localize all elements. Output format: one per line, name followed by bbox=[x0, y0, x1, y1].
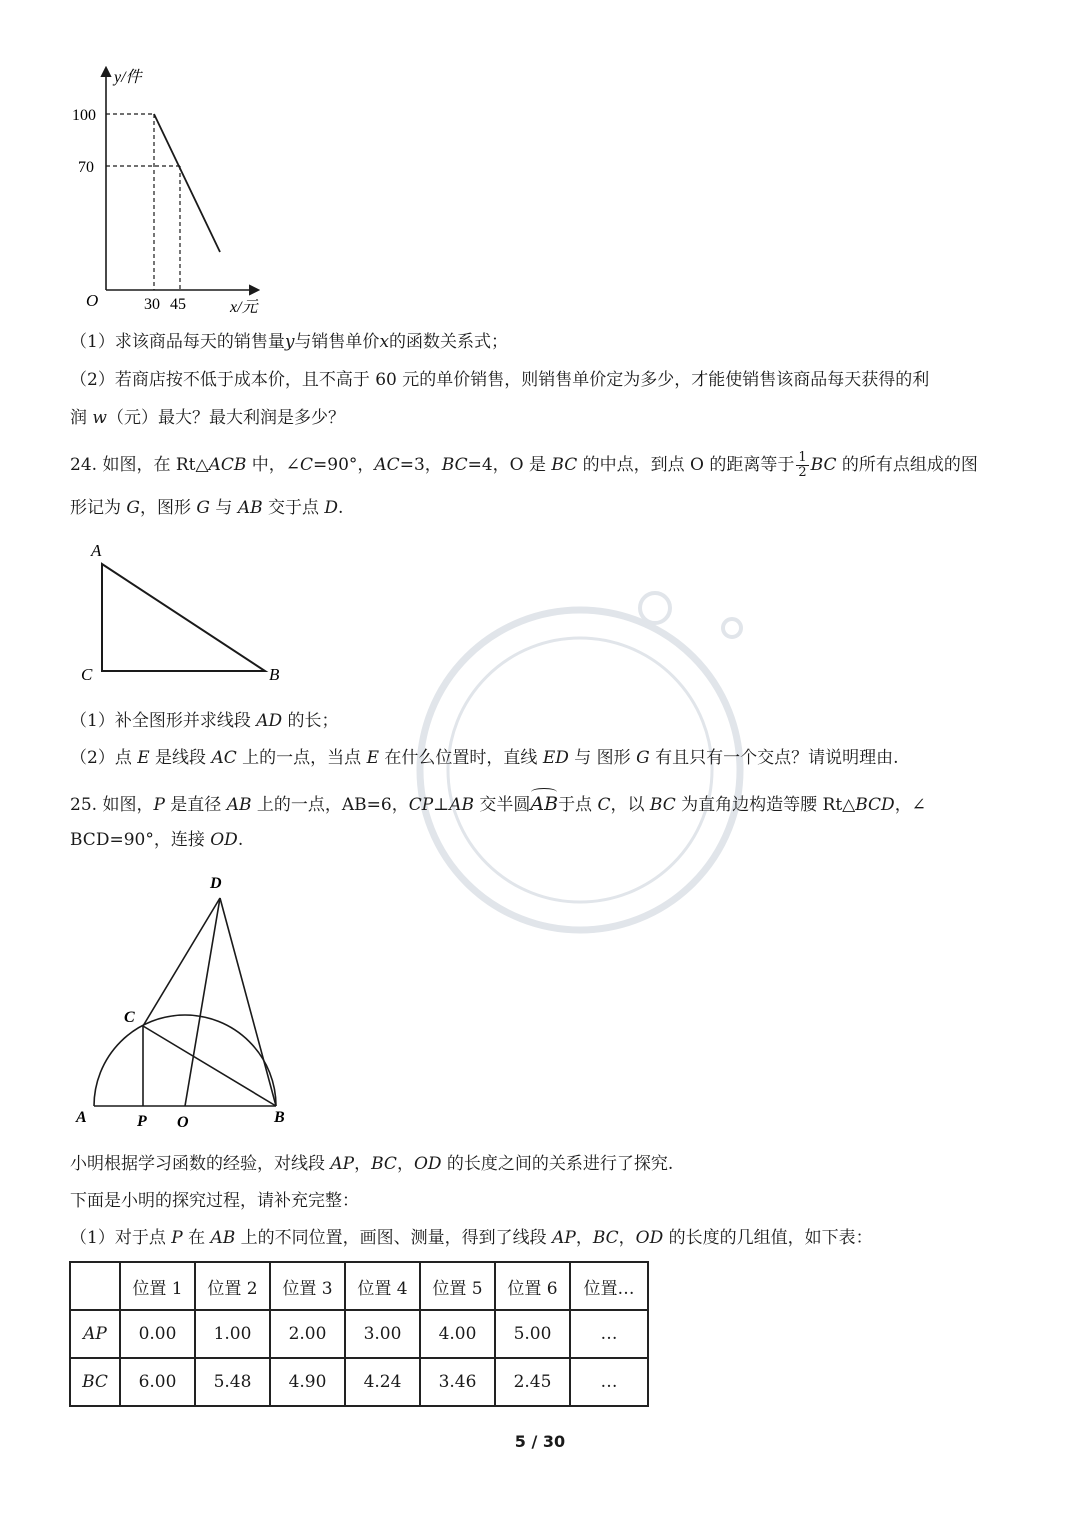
semicircle bbox=[94, 1015, 276, 1106]
triangle-acb bbox=[102, 564, 265, 671]
label-c: C bbox=[124, 1009, 135, 1026]
q23-part2-line2: 润 w（元）最大？最大利润是多少？ bbox=[70, 408, 345, 428]
label-a: A bbox=[76, 1109, 87, 1126]
table-header-row bbox=[70, 1262, 648, 1310]
table-cell: … bbox=[570, 1310, 648, 1358]
table-header-cell: 位置 4 bbox=[345, 1262, 420, 1310]
table-cell: 3.00 bbox=[345, 1310, 420, 1358]
table-header-cell: 位置 3 bbox=[270, 1262, 345, 1310]
q25-part1: （1）对于点 P 在 AB 上的不同位置，画图、测量，得到了线段 AP，BC，OD 的长度的几组值，如下表： bbox=[70, 1228, 873, 1248]
segment-db bbox=[220, 898, 276, 1106]
table-row bbox=[70, 1310, 648, 1358]
watermark-dot-2 bbox=[723, 619, 741, 637]
label-c: C bbox=[81, 665, 93, 684]
tick-30: 30 bbox=[144, 296, 160, 313]
table-row bbox=[70, 1358, 648, 1406]
table-header-cell: 位置 6 bbox=[495, 1262, 570, 1310]
table-cell: 2.45 bbox=[495, 1358, 570, 1406]
row-label-ap: AP bbox=[70, 1310, 120, 1358]
fraction-one-half: $\frac{1}{2}$ bbox=[798, 450, 807, 480]
tick-45: 45 bbox=[170, 296, 186, 313]
table-cell: … bbox=[570, 1358, 648, 1406]
table-cell: 5.00 bbox=[495, 1310, 570, 1358]
q24-part2: （2）点 E 是线段 AC 上的一点，当点 E 在什么位置时，直线 ED 与 图形 G 有且只有一个交点？请说明理由. bbox=[70, 748, 899, 768]
table-cell: 4.00 bbox=[420, 1310, 495, 1358]
q23-part2-line1: （2）若商店按不低于成本价，且不高于 60 元的单价销售，则销售单价定为多少，才能使销售该商品每天获得的利 bbox=[70, 370, 930, 390]
table-header-cell: 位置 1 bbox=[120, 1262, 195, 1310]
segment-od bbox=[185, 898, 220, 1106]
table-cell: 2.00 bbox=[270, 1310, 345, 1358]
label-b: B bbox=[274, 1109, 285, 1126]
table-cell: 4.90 bbox=[270, 1358, 345, 1406]
label-d: D bbox=[210, 875, 222, 892]
watermark bbox=[380, 580, 800, 980]
table-header-cell: 位置 2 bbox=[195, 1262, 270, 1310]
y-axis-label: y/件 bbox=[114, 69, 142, 86]
label-b: B bbox=[269, 665, 280, 684]
arc-ab-symbol: AB bbox=[530, 786, 558, 816]
table-header-cell: 位置… bbox=[570, 1262, 648, 1310]
q24-line1: 24. 如图，在 Rt△ACB 中，∠C=90°，AC=3，BC=4，O 是 BC 的中点，到点 O 的距离等于 $\frac{1}{2}$ BC 的所有点组成的图 bbox=[70, 450, 978, 480]
table-cell: 5.48 bbox=[195, 1358, 270, 1406]
q24-line2: 形记为 G，图形 G 与 AB 交于点 D. bbox=[70, 498, 344, 518]
sales-line bbox=[154, 114, 220, 252]
label-o: O bbox=[177, 1114, 189, 1131]
sales-graph bbox=[60, 62, 290, 324]
semicircle-figure bbox=[70, 868, 310, 1134]
table-cell: 1.00 bbox=[195, 1310, 270, 1358]
watermark-ring-inner bbox=[448, 638, 712, 902]
row-label-bc: BC bbox=[70, 1358, 120, 1406]
label-p: P bbox=[137, 1113, 147, 1130]
page-number: 5 / 30 bbox=[514, 1432, 566, 1451]
q24-part1: （1）补全图形并求线段 AD 的长； bbox=[70, 711, 339, 731]
tick-100: 100 bbox=[72, 107, 96, 124]
table-cell: 6.00 bbox=[120, 1358, 195, 1406]
table-header-cell: 位置 5 bbox=[420, 1262, 495, 1310]
table-cell: 0.00 bbox=[120, 1310, 195, 1358]
q25-intro1: 小明根据学习函数的经验，对线段 AP，BC，OD 的长度之间的关系进行了探究. bbox=[70, 1154, 674, 1174]
segment-cb bbox=[143, 1026, 276, 1106]
table-cell: 4.24 bbox=[345, 1358, 420, 1406]
triangle-acb-figure bbox=[75, 538, 295, 688]
table-corner-cell bbox=[70, 1262, 120, 1310]
watermark-ring-outer bbox=[420, 610, 740, 930]
q25-intro2: 下面是小明的探究过程，请补充完整： bbox=[70, 1191, 359, 1211]
q23-part1: （1）求该商品每天的销售量y与销售单价x的函数关系式； bbox=[70, 332, 509, 352]
watermark-dot-1 bbox=[640, 593, 670, 623]
tick-70: 70 bbox=[78, 159, 94, 176]
q25-line1: 25. 如图，P 是直径 AB 上的一点，AB=6，CP⊥AB 交半圆AB于点 C，以 BC 为直角边构造等腰 Rt△BCD，∠ bbox=[70, 786, 926, 817]
measurement-table bbox=[69, 1261, 649, 1407]
label-a: A bbox=[91, 541, 102, 560]
table-cell: 3.46 bbox=[420, 1358, 495, 1406]
x-axis-label: x/元 bbox=[230, 299, 258, 316]
q25-line2: BCD=90°，连接 OD. bbox=[70, 830, 244, 850]
origin-label: O bbox=[86, 291, 99, 310]
